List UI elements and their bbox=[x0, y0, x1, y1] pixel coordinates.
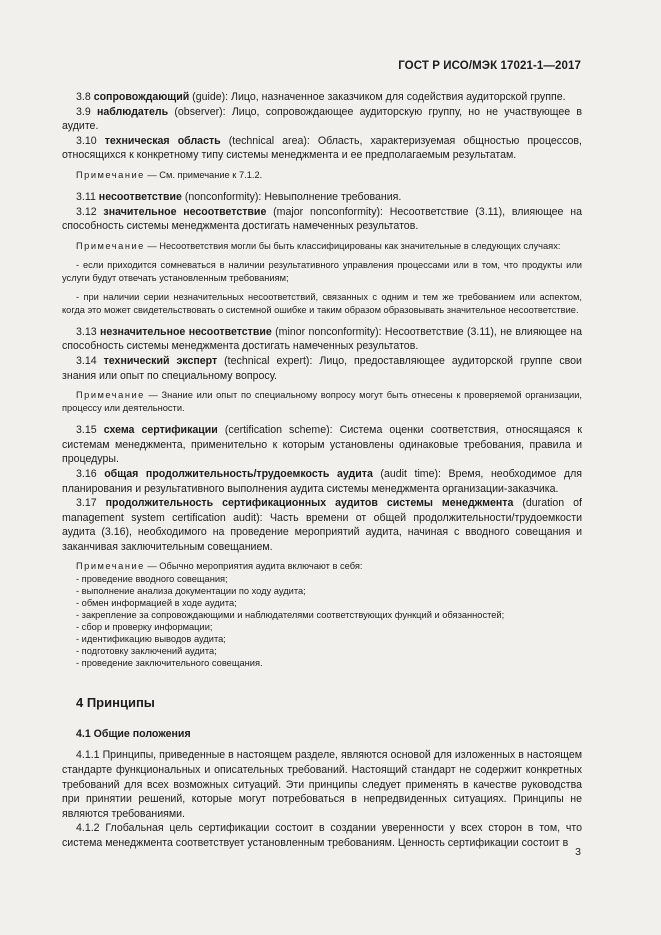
note-3-10: Примечание — См. примечание к 7.1.2. bbox=[76, 169, 263, 180]
term-3-13: 3.13 незначительное несоответствие (minor nonconformity): Несоответствие (3.11), не влияющее на способность системы менеджмента достигать намеченных результатов. bbox=[62, 325, 582, 353]
term-3-17: 3.17 продолжительность сертификационных аудитов системы менеджмента (duration of management system certification audit): Часть времени от общей продолжительности/трудоемкости аудита (3.16), необходимого на проведение мероприятий аудита, начиная с вводного совещания и заканчивая заключительным совещанием. bbox=[62, 497, 582, 553]
term-3-11: 3.11 несоответствие (nonconformity): Невыполнение требования. bbox=[76, 190, 402, 203]
note-list-item: - идентификацию выводов аудита; bbox=[76, 634, 226, 645]
note-list-item: - сбор и проверку информации; bbox=[76, 622, 213, 633]
note-3-12: Примечание — Несоответствия могли бы быть классифицированы как значительные в следующих случаях: bbox=[76, 240, 561, 251]
paragraph-4-1-2: 4.1.2 Глобальная цель сертификации состоит в создании уверенности у всех сторон в том, что система менеджмента соответствует установленным требованиям. Ценность сертификации состоит в bbox=[62, 822, 582, 850]
note-list-item: - при наличии серии незначительных несоответствий, связанных с одним и тем же требованием или аспектом, когда это может свидетельствовать о системной ошибке и таким образом образовывать значительное несоответствие. bbox=[62, 291, 582, 315]
note-list-item: - проведение заключительного совещания. bbox=[76, 658, 263, 669]
term-3-14: 3.14 технический эксперт (technical expert): Лицо, предоставляющее аудиторской группе свои знания или опыт по специальному вопросу. bbox=[62, 354, 582, 382]
term-3-10: 3.10 техническая область (technical area): Область, характеризуемая общностью процессов, относящихся к конкретному типу системы менеджмента и ее предполагаемым результатам. bbox=[62, 134, 582, 162]
note-list-item: - проведение вводного совещания; bbox=[76, 574, 228, 585]
term-3-9: 3.9 наблюдатель (observer): Лицо, сопровождающее аудиторскую группу, но не участвующее в аудите. bbox=[62, 105, 582, 133]
page-number: 3 bbox=[575, 846, 581, 858]
note-list-item: - закрепление за сопровождающими и наблюдателями соответствующих функций и обязанностей; bbox=[76, 610, 505, 621]
document-code: ГОСТ Р ИСО/МЭК 17021-1—2017 bbox=[398, 60, 581, 72]
note-list-item: - выполнение анализа документации по ходу аудита; bbox=[76, 586, 306, 597]
paragraph-4-1-1: 4.1.1 Принципы, приведенные в настоящем разделе, являются основой для изложенных в настоящем стандарте функциональных и описательных требований. Настоящий стандарт не содержит конкретных требований для всех возможных ситуаций. Эти принципы следует применять в качестве руководства при принятии решений, которые могут потребоваться в непредвиденных ситуациях. Принципы не являются требованиями. bbox=[62, 749, 582, 820]
note-3-17: Примечание — Обычно мероприятия аудита включают в себя: bbox=[76, 561, 363, 572]
page-content bbox=[62, 90, 582, 851]
section-heading: 4 Принципы bbox=[76, 695, 155, 711]
term-3-15: 3.15 схема сертификации (certification scheme): Система оценки соответствия, относящаяся к системам менеджмента, применительно к которым установлены одинаковые требования, правила и процедуры. bbox=[62, 424, 582, 466]
subsection-heading: 4.1 Общие положения bbox=[76, 728, 191, 741]
note-3-14: Примечание — Знание или опыт по специальному вопросу могут быть отнесены к проверяемой организации, процессу или деятельности. bbox=[62, 390, 582, 414]
term-3-8: 3.8 сопровождающий (guide): Лицо, назначенное заказчиком для содействия аудиторской группе. bbox=[76, 91, 566, 103]
note-list-item: - если приходится сомневаться в наличии результативного управления процессами или в том, что продукты или услуги будут отвечать установленным требованиям; bbox=[62, 259, 582, 283]
term-3-16: 3.16 общая продолжительность/трудоемкость аудита (audit time): Время, необходимое для планирования и результативного выполнения аудита системы менеджмента организации-заказчика. bbox=[62, 467, 582, 495]
term-3-12: 3.12 значительное несоответствие (major nonconformity): Несоответствие (3.11), влияющее на способность системы менеджмента достигать намеченных результатов. bbox=[62, 205, 582, 233]
note-list-item: - подготовку заключений аудита; bbox=[76, 646, 217, 657]
note-list-item: - обмен информацией в ходе аудита; bbox=[76, 598, 237, 609]
